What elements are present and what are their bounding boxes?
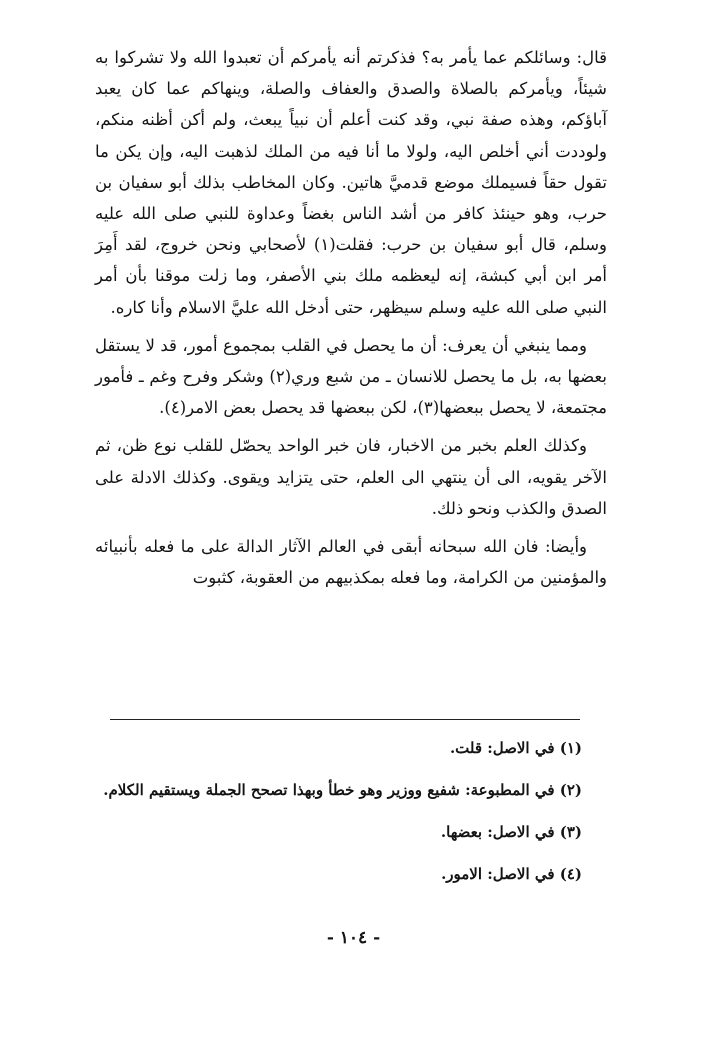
paragraph-4: وأيضا: فان الله سبحانه أبقى في العالم الآثار الدالة على ما فعله بأنبيائه والمؤمنين من الكرامة، وما فعله بمكذبيهم من العقوبة، كثبوت <box>95 537 607 588</box>
footnote-4: (٤) في الاصل: الامور. <box>441 865 582 883</box>
footnotes <box>95 734 607 902</box>
footnote-1: (١) في الاصل: قلت. <box>449 739 582 757</box>
footnote-divider <box>110 719 580 720</box>
footnote-2: (٢) في المطبوعة: شفيع ووزير وهو خطأ وبهذا تصحح الجملة ويستقيم الكلام. <box>103 781 582 799</box>
paragraph-2: ومما ينبغي أن يعرف: أن ما يحصل في القلب بمجموع أمور، قد لا يستقل بعضها به، بل ما يحصل للانسان ـ من شبع وري(٢) وشكر وفرح وغم ـ فأمور مجتمعة، لا يحصل ببعضها(٣)، لكن ببعضها قد يحصل بعض الامر(٤). <box>95 335 607 418</box>
paragraph-1: قال: وسائلكم عما يأمر به؟ فذكرتم أنه يأمركم أن تعبدوا الله ولا تشركوا به شيئاً، ويأمركم بالصلاة والصدق والعفاف والصلة، وينهاكم عما كان يعبد آباؤكم، وهذه صفة نبي، وقد كنت أعلم أن نبياً يبعث، ولم أكن أظنه منكم، ولوددت أني أخلص اليه، ولولا ما أنا فيه من الملك لذهبت اليه، وإن يكن ما تقول حقاً فسيملك موضع قدميَّ هاتين. وكان المخاطب بذلك أبو سفيان بن حرب، وهو حينئذ كافر من أشد الناس بغضاً وعداوة للنبي صلى الله عليه وسلم، قال أبو سفيان بن حرب: فقلت(١) لأصحابي ونحن خروج، لقد أَمِرَ أمر ابن أبي كبشة، إنه ليعظمه ملك بني الأصفر، وما زلت موقنا بأن أمر النبي صلى الله عليه وسلم سيظهر، حتى أدخل الله عليَّ الاسلام وأنا كاره. <box>95 48 607 317</box>
page-number: - ١٠٤ - <box>326 928 381 948</box>
paragraph-3: وكذلك العلم بخبر من الاخبار، فان خبر الواحد يحصّل للقلب نوع ظن، ثم الآخر يقويه، الى أن ينتهي الى العلم، حتى يتزايد ويقوى. وكذلك الادلة على الصدق والكذب ونحو ذلك. <box>95 436 607 518</box>
main-text <box>95 42 607 593</box>
footnote-3: (٣) في الاصل: بعضها. <box>440 823 582 841</box>
